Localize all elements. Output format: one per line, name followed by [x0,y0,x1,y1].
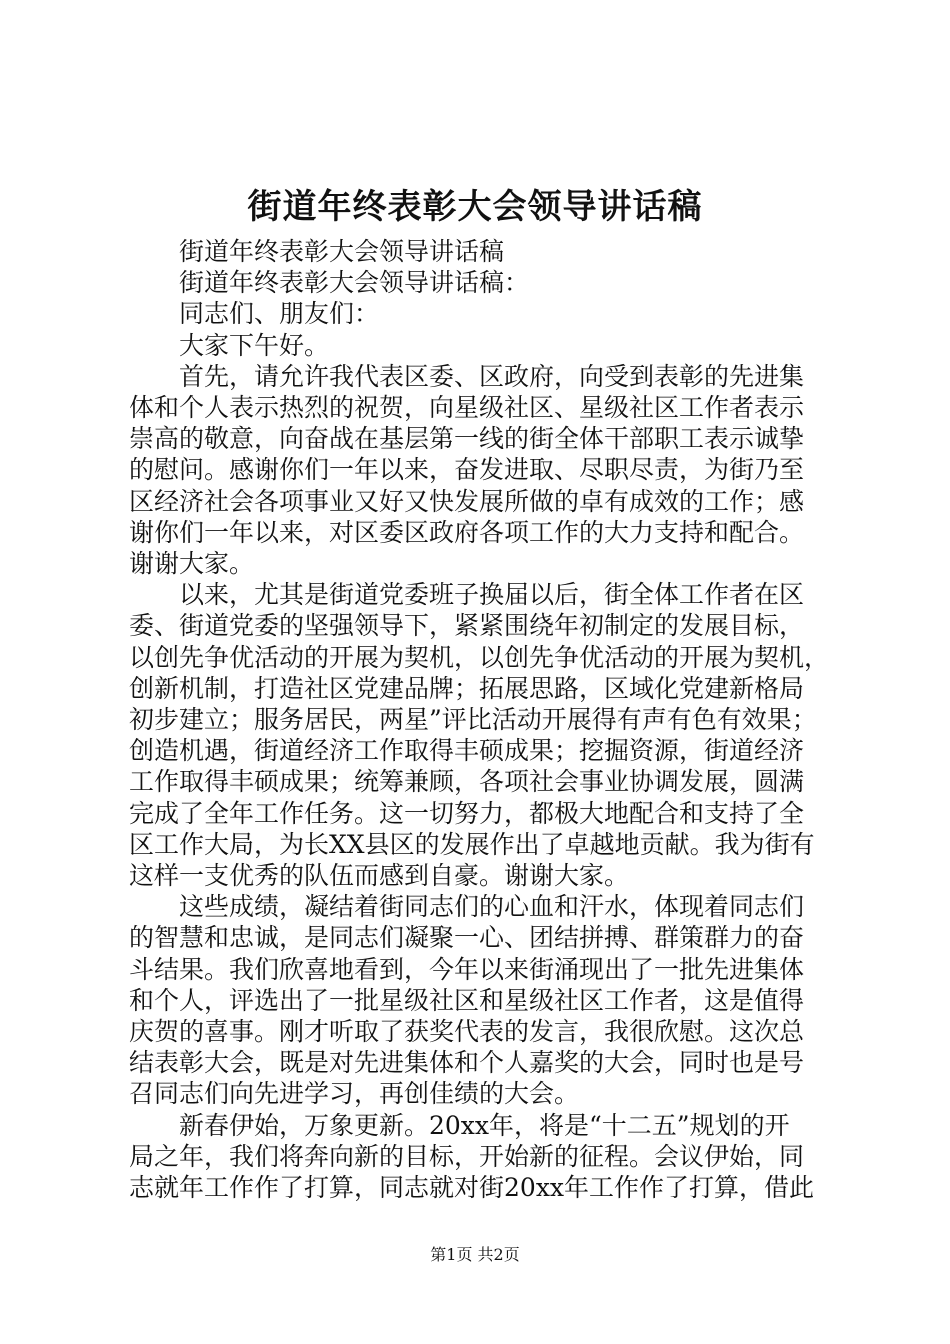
text-line: 的智慧和忠诚，是同志们凝聚一心、团结拼搏、群策群力的奋 [129,923,805,953]
text-line: 谢谢大家。 [129,549,255,579]
text-line: 召同志们向先进学习，再创佳绩的大会。 [129,1079,580,1109]
text-line: 完成了全年工作任务。这一切努力，都极大地配合和支持了全 [129,798,805,828]
text-line: 局之年，我们将奔向新的目标，开始新的征程。会议伊始，同 [129,1141,805,1171]
text-line: 和个人，评选出了一批星级社区和星级社区工作者，这是值得 [129,985,805,1015]
text-line: 工作取得丰硕成果；统筹兼顾，各项社会事业协调发展，圆满 [129,767,805,797]
text-line: 斗结果。我们欣喜地看到，今年以来街涌现出了一批先进集体 [129,954,805,984]
text-line: 区工作大局，为长XX县区的发展作出了卓越地贡献。我为街有 [129,829,815,859]
text-line: 创新机制，打造社区党建品牌；拓展思路，区域化党建新格局 [129,673,805,703]
text-line: 以来，尤其是街道党委班子换届以后，街全体工作者在区 [179,580,805,610]
text-line: 街道年终表彰大会领导讲话稿： [179,268,530,298]
text-line: 结表彰大会，既是对先进集体和个人嘉奖的大会，同时也是号 [129,1048,805,1078]
text-line: 崇高的敬意，向奋战在基层第一线的街全体干部职工表示诚挚 [129,424,805,454]
document-body [129,236,834,1203]
text-line: 委、街道党委的坚强领导下，紧紧围绕年初制定的发展目标， [129,611,805,641]
text-line: 志就年工作作了打算，同志就对街20xx年工作作了打算，借此 [129,1173,815,1203]
text-line: 庆贺的喜事。刚才听取了获奖代表的发言，我很欣慰。这次总 [129,1017,805,1047]
text-line: 街道年终表彰大会领导讲话稿 [179,237,505,266]
text-line: 创造机遇，街道经济工作取得丰硕成果；挖掘资源，街道经济 [129,736,805,766]
text-line: 体和个人表示热烈的祝贺，向星级社区、星级社区工作者表示 [129,393,805,423]
text-line: 区经济社会各项事业又好又快发展所做的卓有成效的工作；感 [129,486,805,516]
text-line: 这样一支优秀的队伍而感到自豪。谢谢大家。 [129,861,630,891]
text-line: 以创先争优活动的开展为契机，以创先争优活动的开展为契机， [129,642,830,672]
text-line: 初步建立；服务居民，两星”评比活动开展得有声有色有效果； [129,705,817,735]
text-line: 这些成绩，凝结着街同志们的心血和汗水，体现着同志们 [179,892,805,922]
text-line: 谢你们一年以来，对区委区政府各项工作的大力支持和配合。 [129,517,805,547]
document-title: 街道年终表彰大会领导讲话稿 [247,187,703,227]
page-footer: 第1页 共2页 [430,1245,520,1264]
text-line: 新春伊始，万象更新。20xx年，将是“十二五”规划的开 [179,1110,790,1140]
text-line: 大家下午好。 [179,330,330,360]
text-line: 的慰问。感谢你们一年以来，奋发进取、尽职尽责，为街乃至 [129,455,805,485]
text-line: 首先，请允许我代表区委、区政府，向受到表彰的先进集 [179,361,805,391]
text-line: 同志们、朋友们： [179,299,380,329]
